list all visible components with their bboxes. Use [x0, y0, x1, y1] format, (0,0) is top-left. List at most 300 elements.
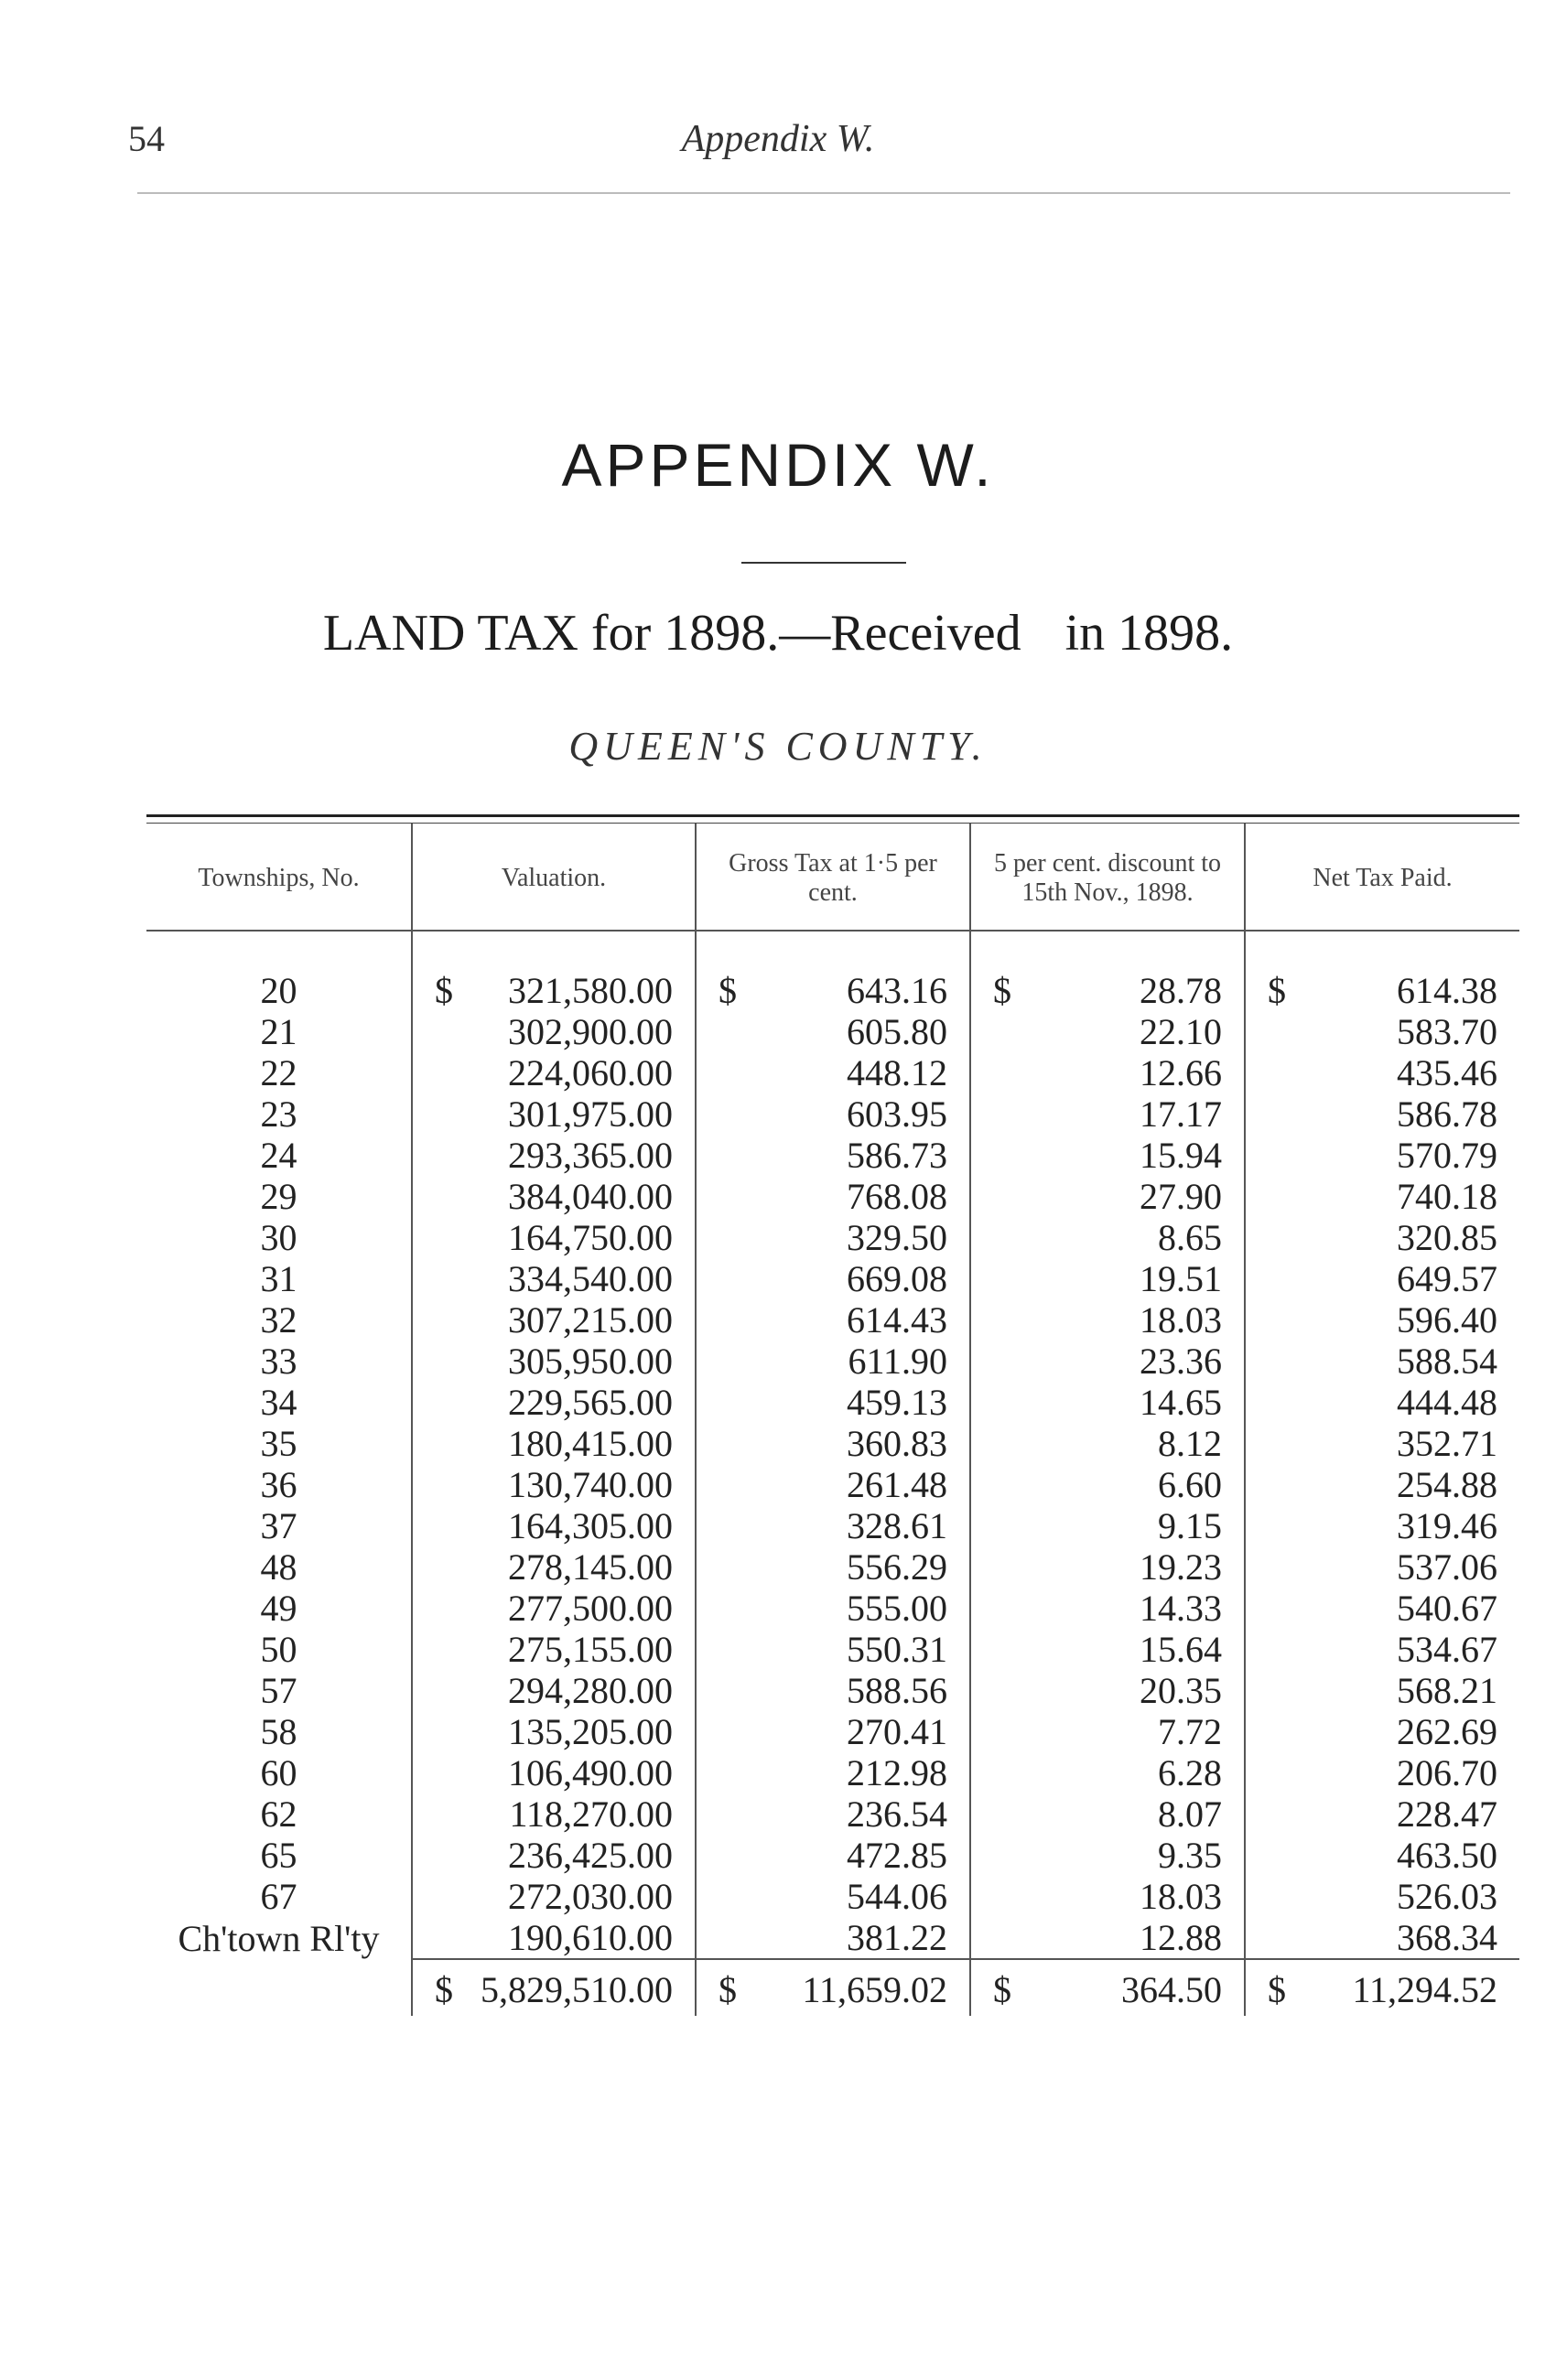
currency-symbol: $ — [435, 970, 453, 1011]
cell-net-tax — [1245, 1176, 1519, 1217]
cell-gross-tax — [696, 931, 970, 1011]
cell-value: 381.22 — [847, 1917, 947, 1958]
cell-valuation — [412, 1793, 696, 1835]
cell-valuation — [412, 1546, 696, 1588]
cell-value: 164,305.00 — [508, 1505, 673, 1546]
cell-value: 236.54 — [847, 1793, 947, 1835]
cell-value: 229,565.00 — [508, 1382, 673, 1423]
currency-symbol: $ — [993, 1969, 1011, 2010]
cell-value: 294,280.00 — [508, 1670, 673, 1711]
cell-value: 49 — [260, 1588, 297, 1629]
cell-valuation — [412, 1011, 696, 1052]
cell-discount — [970, 1752, 1245, 1793]
col-header-gross-tax: Gross Tax at 1·5 per cent. — [696, 824, 970, 931]
table-row — [146, 1258, 1519, 1299]
cell-township — [146, 1588, 412, 1629]
cell-valuation — [412, 1752, 696, 1793]
cell-township — [146, 1341, 412, 1382]
cell-township — [146, 1423, 412, 1464]
cell-gross-tax — [696, 1176, 970, 1217]
cell-gross-tax — [696, 1258, 970, 1299]
cell-value: 254.88 — [1397, 1464, 1497, 1505]
cell-gross-tax — [696, 1382, 970, 1423]
cell-value: 328.61 — [847, 1505, 947, 1546]
cell-value: 643.16 — [847, 970, 947, 1011]
currency-symbol: $ — [1268, 970, 1286, 1011]
cell-valuation — [412, 1711, 696, 1752]
cell-discount — [970, 1505, 1245, 1546]
cell-net-tax — [1245, 1588, 1519, 1629]
cell-value: 534.67 — [1397, 1629, 1497, 1670]
cell-value: 22 — [260, 1052, 297, 1093]
cell-gross-tax — [696, 1423, 970, 1464]
cell-value: 301,975.00 — [508, 1093, 673, 1135]
table-row — [146, 1876, 1519, 1917]
cell-value: 740.18 — [1397, 1176, 1497, 1217]
cell-net-tax — [1245, 1258, 1519, 1299]
cell-value: 669.08 — [847, 1258, 947, 1299]
cell-valuation — [412, 1299, 696, 1341]
cell-discount — [970, 1423, 1245, 1464]
cell-net-tax — [1245, 1793, 1519, 1835]
cell-gross-tax — [696, 1464, 970, 1505]
cell-value: 611.90 — [848, 1341, 947, 1382]
cell-value: 768.08 — [847, 1176, 947, 1217]
cell-value: 448.12 — [847, 1052, 947, 1093]
total-gross-tax — [696, 1959, 970, 2016]
cell-gross-tax — [696, 1629, 970, 1670]
total-net-tax — [1245, 1959, 1519, 2016]
cell-discount — [970, 1176, 1245, 1217]
cell-net-tax — [1245, 931, 1519, 1011]
cell-value: 614.38 — [1397, 970, 1497, 1011]
cell-value: 444.48 — [1397, 1382, 1497, 1423]
header-rule — [137, 192, 1510, 194]
cell-value: 605.80 — [847, 1011, 947, 1052]
cell-township — [146, 1711, 412, 1752]
table-row — [146, 1135, 1519, 1176]
cell-value: 540.67 — [1397, 1588, 1497, 1629]
cell-township — [146, 1052, 412, 1093]
cell-value: 329.50 — [847, 1217, 947, 1258]
cell-township — [146, 1258, 412, 1299]
cell-township — [146, 1135, 412, 1176]
cell-net-tax — [1245, 1876, 1519, 1917]
cell-value: 36 — [260, 1464, 297, 1505]
cell-township — [146, 1011, 412, 1052]
cell-net-tax — [1245, 1299, 1519, 1341]
cell-value: 164,750.00 — [508, 1217, 673, 1258]
cell-value: 21 — [260, 1011, 297, 1052]
cell-net-tax — [1245, 1135, 1519, 1176]
cell-gross-tax — [696, 1588, 970, 1629]
cell-net-tax — [1245, 1011, 1519, 1052]
cell-township — [146, 1217, 412, 1258]
cell-township — [146, 1299, 412, 1341]
cell-net-tax — [1245, 1505, 1519, 1546]
cell-valuation — [412, 1835, 696, 1876]
cell-value: 9.15 — [1158, 1505, 1222, 1546]
currency-symbol: $ — [1268, 1969, 1286, 2010]
currency-symbol: $ — [993, 970, 1011, 1011]
land-tax-table — [146, 824, 1519, 2016]
cell-value: 60 — [260, 1752, 297, 1793]
cell-value: 550.31 — [847, 1629, 947, 1670]
table-row — [146, 1341, 1519, 1382]
cell-discount — [970, 1093, 1245, 1135]
cell-value: 37 — [260, 1505, 297, 1546]
table-row — [146, 1423, 1519, 1464]
cell-township — [146, 1093, 412, 1135]
cell-valuation — [412, 1176, 696, 1217]
cell-township — [146, 1505, 412, 1546]
cell-discount — [970, 1341, 1245, 1382]
cell-discount — [970, 1917, 1245, 1959]
cell-value: 236,425.00 — [508, 1835, 673, 1876]
cell-value: 6.28 — [1158, 1752, 1222, 1793]
cell-value: 22.10 — [1140, 1011, 1222, 1052]
subtitle-main: LAND TAX for 1898.—Received — [322, 605, 1021, 662]
cell-value: 24 — [260, 1135, 297, 1176]
cell-value: 48 — [260, 1546, 297, 1588]
table-row — [146, 1629, 1519, 1670]
cell-value: 556.29 — [847, 1546, 947, 1588]
cell-valuation — [412, 1464, 696, 1505]
cell-valuation — [412, 1917, 696, 1959]
cell-value: 19.23 — [1140, 1546, 1222, 1588]
cell-valuation — [412, 1876, 696, 1917]
cell-value: 12.88 — [1140, 1917, 1222, 1958]
cell-value: 50 — [260, 1629, 297, 1670]
cell-value: 224,060.00 — [508, 1052, 673, 1093]
cell-value: 270.41 — [847, 1711, 947, 1752]
cell-discount — [970, 1835, 1245, 1876]
cell-gross-tax — [696, 1135, 970, 1176]
cell-value: 17.17 — [1140, 1093, 1222, 1135]
county-heading: QUEEN'S COUNTY. — [568, 724, 988, 769]
cell-valuation — [412, 1135, 696, 1176]
subtitle — [0, 604, 1556, 662]
table-header-row — [146, 824, 1519, 931]
table-top-rule — [146, 814, 1519, 817]
cell-net-tax — [1245, 1341, 1519, 1382]
cell-discount — [970, 931, 1245, 1011]
cell-gross-tax — [696, 1505, 970, 1546]
cell-value: 435.46 — [1397, 1052, 1497, 1093]
cell-discount — [970, 1670, 1245, 1711]
cell-value: 319.46 — [1397, 1505, 1497, 1546]
cell-value: 62 — [260, 1793, 297, 1835]
cell-value: 20 — [260, 970, 297, 1011]
cell-value: 583.70 — [1397, 1011, 1497, 1052]
cell-value: 320.85 — [1397, 1217, 1497, 1258]
cell-value: 568.21 — [1397, 1670, 1497, 1711]
cell-value: 180,415.00 — [508, 1423, 673, 1464]
cell-discount — [970, 1629, 1245, 1670]
cell-value: 352.71 — [1397, 1423, 1497, 1464]
cell-value: 7.72 — [1158, 1711, 1222, 1752]
cell-gross-tax — [696, 1670, 970, 1711]
cell-net-tax — [1245, 1670, 1519, 1711]
cell-value: 228.47 — [1397, 1793, 1497, 1835]
cell-discount — [970, 1011, 1245, 1052]
cell-net-tax — [1245, 1052, 1519, 1093]
cell-value: 15.64 — [1140, 1629, 1222, 1670]
table-row — [146, 1546, 1519, 1588]
cell-value: 206.70 — [1397, 1752, 1497, 1793]
cell-valuation — [412, 1423, 696, 1464]
cell-value: 384,040.00 — [508, 1176, 673, 1217]
cell-valuation — [412, 1382, 696, 1423]
cell-value: 586.78 — [1397, 1093, 1497, 1135]
cell-gross-tax — [696, 1546, 970, 1588]
total-discount-value: 364.50 — [1121, 1969, 1222, 2010]
totals-row — [146, 1959, 1519, 2016]
col-header-discount: 5 per cent. discount to 15th Nov., 1898. — [970, 824, 1245, 931]
cell-township — [146, 1176, 412, 1217]
cell-value: 57 — [260, 1670, 297, 1711]
cell-value: 614.43 — [847, 1299, 947, 1341]
cell-net-tax — [1245, 1093, 1519, 1135]
cell-value: 14.33 — [1140, 1588, 1222, 1629]
cell-township — [146, 1917, 412, 1959]
cell-township — [146, 1546, 412, 1588]
cell-value: 537.06 — [1397, 1546, 1497, 1588]
cell-gross-tax — [696, 1917, 970, 1959]
cell-discount — [970, 1546, 1245, 1588]
cell-valuation — [412, 1588, 696, 1629]
cell-net-tax — [1245, 1546, 1519, 1588]
cell-value: 212.98 — [847, 1752, 947, 1793]
cell-value: 18.03 — [1140, 1299, 1222, 1341]
cell-value: 307,215.00 — [508, 1299, 673, 1341]
cell-township — [146, 1793, 412, 1835]
cell-discount — [970, 1382, 1245, 1423]
cell-gross-tax — [696, 1835, 970, 1876]
table-row — [146, 1093, 1519, 1135]
table-row — [146, 1464, 1519, 1505]
cell-value: 27.90 — [1140, 1176, 1222, 1217]
table-row — [146, 1299, 1519, 1341]
cell-net-tax — [1245, 1711, 1519, 1752]
cell-net-tax — [1245, 1464, 1519, 1505]
cell-value: 106,490.00 — [508, 1752, 673, 1793]
cell-valuation — [412, 1093, 696, 1135]
currency-symbol: $ — [435, 1969, 453, 2010]
cell-township — [146, 1382, 412, 1423]
cell-value: 14.65 — [1140, 1382, 1222, 1423]
cell-value: 555.00 — [847, 1588, 947, 1629]
cell-valuation — [412, 1258, 696, 1299]
table-row — [146, 1011, 1519, 1052]
cell-value: 23.36 — [1140, 1341, 1222, 1382]
cell-net-tax — [1245, 1917, 1519, 1959]
cell-township — [146, 1464, 412, 1505]
cell-value: 9.35 — [1158, 1835, 1222, 1876]
cell-discount — [970, 1135, 1245, 1176]
title-divider — [741, 562, 906, 564]
cell-value: 570.79 — [1397, 1135, 1497, 1176]
cell-valuation — [412, 1217, 696, 1258]
cell-net-tax — [1245, 1217, 1519, 1258]
cell-value: 190,610.00 — [508, 1917, 673, 1958]
cell-gross-tax — [696, 1752, 970, 1793]
cell-value: Ch'town Rl'ty — [178, 1917, 380, 1959]
page-number: 54 — [128, 118, 165, 159]
cell-discount — [970, 1052, 1245, 1093]
cell-discount — [970, 1299, 1245, 1341]
table-row — [146, 1711, 1519, 1752]
cell-value: 272,030.00 — [508, 1876, 673, 1917]
total-valuation-value: 5,829,510.00 — [481, 1969, 673, 2010]
table-row — [146, 1793, 1519, 1835]
table-row — [146, 1052, 1519, 1093]
cell-gross-tax — [696, 1052, 970, 1093]
cell-value: 334,540.00 — [508, 1258, 673, 1299]
cell-value: 277,500.00 — [508, 1588, 673, 1629]
cell-value: 544.06 — [847, 1876, 947, 1917]
cell-discount — [970, 1876, 1245, 1917]
cell-discount — [970, 1711, 1245, 1752]
cell-gross-tax — [696, 1341, 970, 1382]
cell-discount — [970, 1464, 1245, 1505]
cell-value: 649.57 — [1397, 1258, 1497, 1299]
cell-value: 603.95 — [847, 1093, 947, 1135]
cell-value: 31 — [260, 1258, 297, 1299]
col-header-valuation: Valuation. — [412, 824, 696, 931]
cell-value: 262.69 — [1397, 1711, 1497, 1752]
cell-value: 588.54 — [1397, 1341, 1497, 1382]
totals-label-cell — [146, 1959, 412, 2016]
cell-value: 135,205.00 — [508, 1711, 673, 1752]
cell-township — [146, 1670, 412, 1711]
cell-gross-tax — [696, 1217, 970, 1258]
cell-valuation — [412, 1341, 696, 1382]
cell-value: 67 — [260, 1876, 297, 1917]
cell-value: 18.03 — [1140, 1876, 1222, 1917]
cell-discount — [970, 1217, 1245, 1258]
cell-net-tax — [1245, 1382, 1519, 1423]
cell-gross-tax — [696, 1876, 970, 1917]
cell-township — [146, 931, 412, 1011]
cell-gross-tax — [696, 1793, 970, 1835]
total-gross-tax-value: 11,659.02 — [802, 1969, 947, 2010]
cell-value: 118,270.00 — [509, 1793, 673, 1835]
cell-value: 23 — [260, 1093, 297, 1135]
cell-value: 35 — [260, 1423, 297, 1464]
cell-value: 472.85 — [847, 1835, 947, 1876]
land-tax-table-container — [146, 814, 1519, 2016]
table-row — [146, 1505, 1519, 1546]
cell-value: 8.65 — [1158, 1217, 1222, 1258]
appendix-title: APPENDIX W. — [561, 431, 995, 499]
cell-value: 19.51 — [1140, 1258, 1222, 1299]
cell-value: 275,155.00 — [508, 1629, 673, 1670]
cell-value: 463.50 — [1397, 1835, 1497, 1876]
subtitle-received-year: in 1898. — [1064, 605, 1234, 662]
cell-value: 130,740.00 — [508, 1464, 673, 1505]
cell-gross-tax — [696, 1093, 970, 1135]
cell-net-tax — [1245, 1629, 1519, 1670]
table-row — [146, 1588, 1519, 1629]
cell-value: 12.66 — [1140, 1052, 1222, 1093]
table-row — [146, 1835, 1519, 1876]
total-valuation — [412, 1959, 696, 2016]
cell-value: 28.78 — [1140, 970, 1222, 1011]
cell-value: 305,950.00 — [508, 1341, 673, 1382]
cell-value: 302,900.00 — [508, 1011, 673, 1052]
total-net-tax-value: 11,294.52 — [1352, 1969, 1497, 2010]
cell-value: 15.94 — [1140, 1135, 1222, 1176]
cell-value: 6.60 — [1158, 1464, 1222, 1505]
cell-value: 526.03 — [1397, 1876, 1497, 1917]
cell-valuation — [412, 1670, 696, 1711]
cell-valuation — [412, 1052, 696, 1093]
table-body — [146, 931, 1519, 1959]
cell-value: 33 — [260, 1341, 297, 1382]
cell-township — [146, 1629, 412, 1670]
cell-value: 321,580.00 — [508, 970, 673, 1011]
cell-gross-tax — [696, 1011, 970, 1052]
cell-net-tax — [1245, 1835, 1519, 1876]
cell-township — [146, 1876, 412, 1917]
cell-valuation — [412, 1505, 696, 1546]
table-row — [146, 1752, 1519, 1793]
total-discount — [970, 1959, 1245, 2016]
cell-value: 586.73 — [847, 1135, 947, 1176]
cell-value: 588.56 — [847, 1670, 947, 1711]
table-row — [146, 1917, 1519, 1959]
cell-gross-tax — [696, 1711, 970, 1752]
cell-value: 65 — [260, 1835, 297, 1876]
cell-gross-tax — [696, 1299, 970, 1341]
cell-value: 278,145.00 — [508, 1546, 673, 1588]
cell-value: 8.12 — [1158, 1423, 1222, 1464]
cell-township — [146, 1752, 412, 1793]
cell-net-tax — [1245, 1752, 1519, 1793]
table-row — [146, 1670, 1519, 1711]
cell-value: 360.83 — [847, 1423, 947, 1464]
currency-symbol: $ — [719, 970, 737, 1011]
cell-valuation — [412, 931, 696, 1011]
cell-value: 34 — [260, 1382, 297, 1423]
table-row — [146, 1176, 1519, 1217]
cell-value: 8.07 — [1158, 1793, 1222, 1835]
cell-value: 459.13 — [847, 1382, 947, 1423]
cell-discount — [970, 1793, 1245, 1835]
cell-value: 368.34 — [1397, 1917, 1497, 1958]
table-row — [146, 931, 1519, 1011]
cell-value: 30 — [260, 1217, 297, 1258]
cell-value: 58 — [260, 1711, 297, 1752]
cell-valuation — [412, 1629, 696, 1670]
currency-symbol: $ — [719, 1969, 737, 2010]
cell-value: 293,365.00 — [508, 1135, 673, 1176]
cell-value: 261.48 — [847, 1464, 947, 1505]
cell-value: 596.40 — [1397, 1299, 1497, 1341]
table-row — [146, 1382, 1519, 1423]
cell-value: 32 — [260, 1299, 297, 1341]
cell-net-tax — [1245, 1423, 1519, 1464]
cell-discount — [970, 1258, 1245, 1299]
cell-value: 20.35 — [1140, 1670, 1222, 1711]
cell-value: 29 — [260, 1176, 297, 1217]
cell-township — [146, 1835, 412, 1876]
table-row — [146, 1217, 1519, 1258]
running-head: Appendix W. — [681, 118, 875, 160]
col-header-townships: Townships, No. — [146, 824, 412, 931]
col-header-net-tax: Net Tax Paid. — [1245, 824, 1519, 931]
